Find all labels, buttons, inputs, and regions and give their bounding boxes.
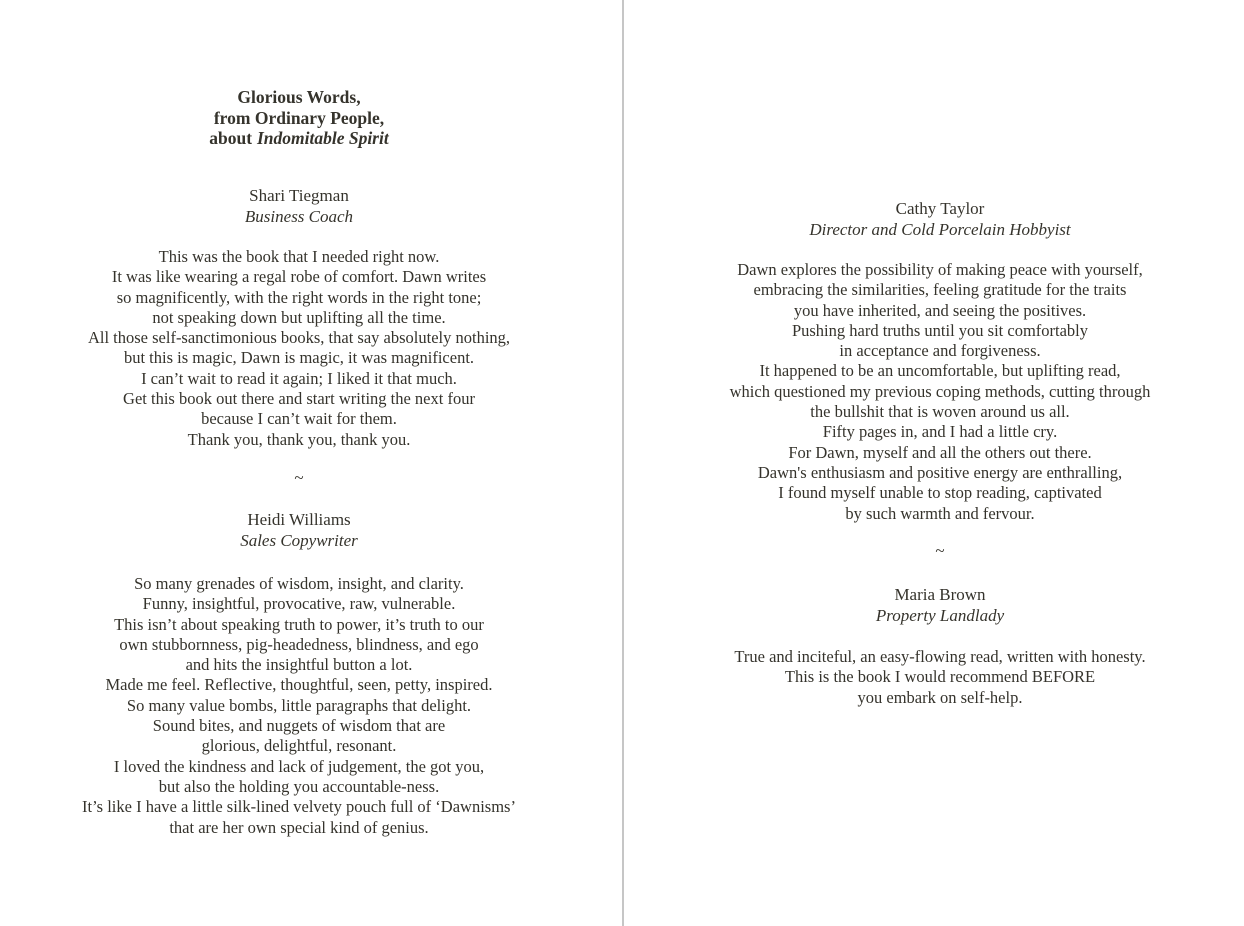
page-gutter-divider <box>622 0 624 926</box>
quote-line: Sound bites, and nuggets of wisdom that are <box>152 716 446 736</box>
quote-line: I loved the kindness and lack of judgement, the got you, <box>113 756 485 776</box>
quote-line: This is the book I would recommend BEFORE <box>784 667 1096 687</box>
quote-line: but this is magic, Dawn is magic, it was magnificent. <box>123 348 475 368</box>
author-role: Sales Copywriter <box>240 530 358 550</box>
quote-line: For Dawn, myself and all the others out there. <box>788 442 1092 462</box>
quote-line: because I can’t wait for them. <box>201 409 397 429</box>
quote-line: It’s like I have a little silk-lined velvety pouch full of ‘Dawnisms’ <box>82 797 516 817</box>
quote-line: embracing the similarities, feeling gratitude for the traits <box>753 280 1127 300</box>
title-line-3-prefix: about <box>209 128 253 148</box>
quote-line: Get this book out there and start writing the next four <box>123 389 475 409</box>
quote-line: Dawn's enthusiasm and positive energy are enthralling, <box>757 462 1123 482</box>
section-divider-glyph: ~ <box>294 468 304 487</box>
quote-line: by such warmth and fervour. <box>845 503 1035 523</box>
author-role: Director and Cold Porcelain Hobbyist <box>809 219 1071 239</box>
author-name: Maria Brown <box>894 585 986 604</box>
quote-line: It was like wearing a regal robe of comfort. Dawn writes <box>111 267 487 287</box>
quote-line: Funny, insightful, provocative, raw, vulnerable. <box>142 594 456 614</box>
quote-line: Made me feel. Reflective, thoughtful, seen, petty, inspired. <box>105 675 493 695</box>
author-name: Cathy Taylor <box>895 199 985 218</box>
title-line-1: Glorious Words, <box>237 87 361 107</box>
quote-line: the bullshit that is woven around us all. <box>810 402 1070 422</box>
book-title-italic: Indomitable Spirit <box>256 128 389 148</box>
quote-line: that are her own special kind of genius. <box>169 817 429 837</box>
quote-line: but also the holding you accountable-ness. <box>158 776 440 796</box>
quote-line: Dawn explores the possibility of making peace with yourself, <box>737 260 1143 279</box>
quote-line: so magnificently, with the right words in the right tone; <box>116 287 482 307</box>
testimonial-cathy-taylor <box>630 260 1244 524</box>
author-role: Property Landlady <box>875 605 1005 625</box>
author-block-cathy-taylor <box>630 199 1244 240</box>
quote-line: This was the book that I needed right now. <box>158 247 440 266</box>
quote-line: Pushing hard truths until you sit comfortably <box>791 320 1089 340</box>
quote-line: you embark on self-help. <box>857 687 1023 707</box>
author-block-heidi-williams <box>1 510 597 551</box>
author-block-shari-tiegman <box>1 186 597 227</box>
quote-line: which questioned my previous coping methods, cutting through <box>729 381 1151 401</box>
page-title <box>1 87 597 149</box>
quote-line: Thank you, thank you, thank you. <box>187 429 411 449</box>
quote-line: glorious, delightful, resonant. <box>201 736 397 756</box>
section-divider-glyph: ~ <box>935 541 945 560</box>
quote-line: All those self-sanctimonious books, that say absolutely nothing, <box>87 328 511 348</box>
title-line-2: from Ordinary People, <box>213 107 385 128</box>
author-name: Shari Tiegman <box>249 186 349 205</box>
quote-line: own stubbornness, pig-headedness, blindness, and ego <box>119 634 479 654</box>
quote-line: I found myself unable to stop reading, captivated <box>778 483 1102 503</box>
author-block-maria-brown <box>630 585 1244 626</box>
quote-line: It happened to be an uncomfortable, but uplifting read, <box>759 361 1121 381</box>
quote-line: not speaking down but uplifting all the time. <box>152 307 446 327</box>
quote-line: Fifty pages in, and I had a little cry. <box>822 422 1058 442</box>
testimonial-shari-tiegman <box>1 247 597 450</box>
quote-line: True and inciteful, an easy-flowing read, written with honesty. <box>734 647 1146 666</box>
quote-line: and hits the insightful button a lot. <box>185 655 413 675</box>
quote-line: I can’t wait to read it again; I liked it that much. <box>141 368 457 388</box>
quote-line: So many grenades of wisdom, insight, and clarity. <box>134 574 464 593</box>
quote-line: in acceptance and forgiveness. <box>839 341 1041 361</box>
testimonial-heidi-williams <box>1 574 597 838</box>
author-name: Heidi Williams <box>247 510 351 529</box>
testimonial-maria-brown <box>630 647 1244 708</box>
quote-line: you have inherited, and seeing the positives. <box>793 300 1087 320</box>
title-line-3 <box>1 128 597 149</box>
quote-line: So many value bombs, little paragraphs that delight. <box>126 695 472 715</box>
quote-line: This isn’t about speaking truth to power, it’s truth to our <box>114 614 484 634</box>
author-role: Business Coach <box>244 206 354 226</box>
